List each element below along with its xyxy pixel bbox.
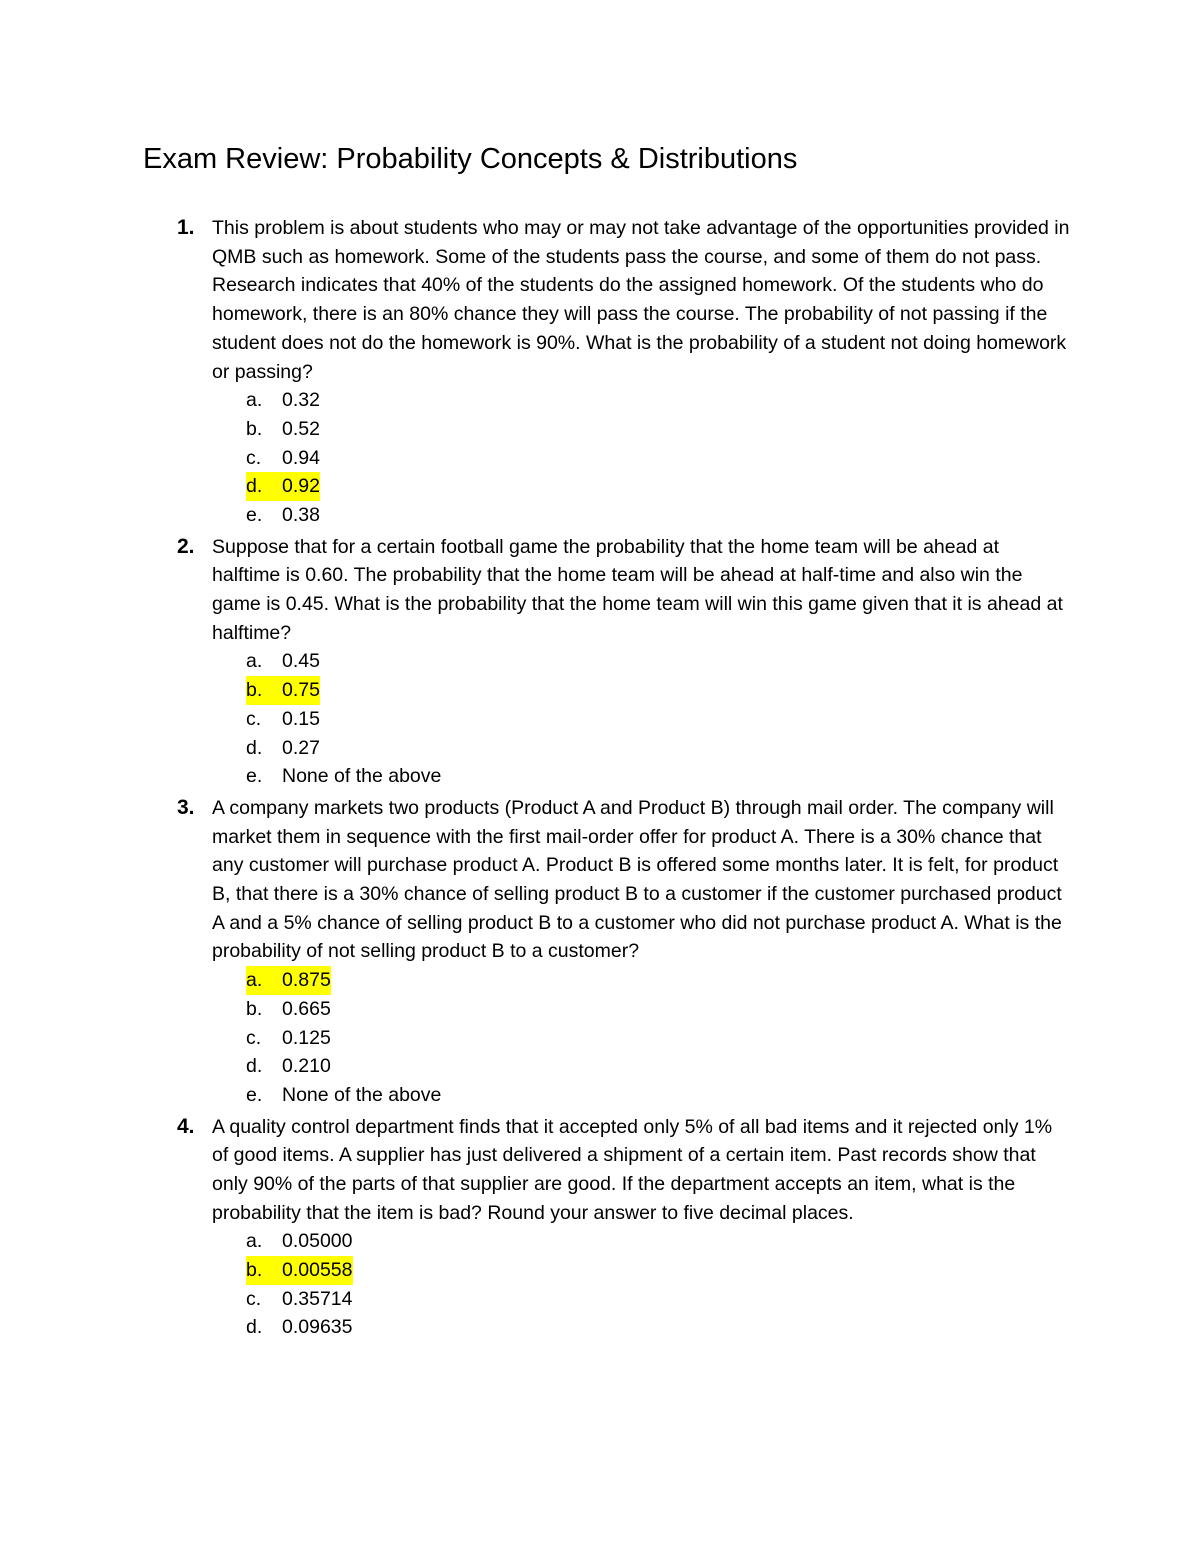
option-d	[0, 1313, 1200, 1342]
option-b	[0, 676, 1200, 705]
option-value: 0.00558	[282, 1259, 353, 1282]
option-letter: d.	[246, 475, 263, 498]
option-value: 0.32	[282, 389, 320, 412]
option-value: 0.35714	[282, 1287, 353, 1310]
option-a	[0, 966, 1200, 995]
option-value: None of the above	[282, 1083, 442, 1106]
option-value: 0.92	[282, 475, 320, 498]
option-value: 0.210	[282, 1055, 331, 1078]
option-value: 0.27	[282, 736, 320, 759]
option-b	[0, 1256, 1200, 1285]
question-1	[0, 214, 1200, 530]
option-b	[0, 415, 1200, 444]
option-value: 0.05000	[282, 1230, 353, 1253]
option-letter: c.	[246, 707, 262, 730]
question-list	[0, 214, 1200, 1345]
option-letter: a.	[246, 969, 263, 992]
option-list	[0, 1227, 1200, 1342]
option-value: None of the above	[282, 765, 442, 788]
option-letter: e.	[246, 1083, 263, 1106]
question-text: A quality control department finds that it accepted only 5% of all bad items and it rejected only 1% of good items. A supplier has just delivered a shipment of a certain item. Past records show that only 90% of the parts of that supplier are good. If the department accepts an item, what is the probability that the item is bad? Round your answer to five decimal places.	[212, 1115, 1053, 1224]
option-letter: e.	[246, 765, 263, 788]
option-value: 0.94	[282, 446, 320, 469]
question-text: Suppose that for a certain football game the probability that the home team will be ahead at halftime is 0.60. The probability that the home team will be ahead at half-time and also win the game is 0.45. What is the probability that the home team will win this game given that it is ahead at halftime?	[212, 535, 1063, 644]
option-letter: d.	[246, 1316, 263, 1339]
option-value: 0.665	[282, 997, 331, 1020]
question-text: This problem is about students who may or may not take advantage of the opportunities provided in QMB such as homework. Some of the students pass the course, and some of them do not pass. Research indicates that 40% of the students do the assigned homework. Of the students who do homework, there is an 80% chance they will pass the course. The probability of not passing if the student does not do the homework is 90%. What is the probability of a student not doing homework or passing?	[212, 217, 1070, 383]
option-c	[0, 1024, 1200, 1053]
option-d	[0, 472, 1200, 501]
option-b	[0, 995, 1200, 1024]
document-title: Exam Review: Probability Concepts & Distributions	[143, 143, 798, 175]
option-letter: b.	[246, 997, 263, 1020]
option-c	[0, 705, 1200, 734]
option-letter: c.	[246, 446, 262, 469]
option-a	[0, 647, 1200, 676]
option-e	[0, 501, 1200, 530]
option-d	[0, 734, 1200, 763]
option-value: 0.09635	[282, 1316, 353, 1339]
question-2	[0, 533, 1200, 791]
option-d	[0, 1052, 1200, 1081]
option-letter: d.	[246, 1055, 263, 1078]
option-letter: a.	[246, 650, 263, 673]
option-c	[0, 444, 1200, 473]
option-list	[0, 386, 1200, 529]
option-value: 0.75	[282, 679, 320, 702]
option-value: 0.45	[282, 650, 320, 673]
option-value: 0.52	[282, 417, 320, 440]
option-value: 0.875	[282, 969, 331, 992]
option-letter: b.	[246, 417, 263, 440]
option-letter: d.	[246, 736, 263, 759]
option-value: 0.125	[282, 1026, 331, 1049]
question-number: 2.	[177, 534, 195, 558]
option-letter: e.	[246, 503, 263, 526]
option-value: 0.38	[282, 503, 320, 526]
option-a	[0, 1227, 1200, 1256]
question-4	[0, 1113, 1200, 1343]
option-letter: a.	[246, 1230, 263, 1253]
option-letter: a.	[246, 389, 263, 412]
option-e	[0, 1081, 1200, 1110]
question-3	[0, 794, 1200, 1110]
option-letter: b.	[246, 1259, 263, 1282]
option-c	[0, 1285, 1200, 1314]
option-a	[0, 386, 1200, 415]
option-list	[0, 647, 1200, 790]
option-list	[0, 966, 1200, 1109]
option-e	[0, 762, 1200, 791]
question-number: 1.	[177, 216, 195, 239]
question-text: A company markets two products (Product A and Product B) through mail order. The company will market them in sequence with the first mail-order offer for product A. There is a 30% chance that any customer will purchase product A. Product B is offered some months later. It is felt, for product B, that there is a 30% chance of selling product B to a customer if the customer purchased product A and a 5% chance of selling product B to a customer who did not purchase product A. What is the probability of not selling product B to a customer?	[212, 796, 1062, 963]
option-letter: b.	[246, 679, 263, 702]
option-letter: c.	[246, 1287, 262, 1310]
question-number: 3.	[177, 795, 195, 819]
option-letter: c.	[246, 1026, 262, 1049]
option-value: 0.15	[282, 707, 320, 730]
question-number: 4.	[177, 1114, 195, 1138]
